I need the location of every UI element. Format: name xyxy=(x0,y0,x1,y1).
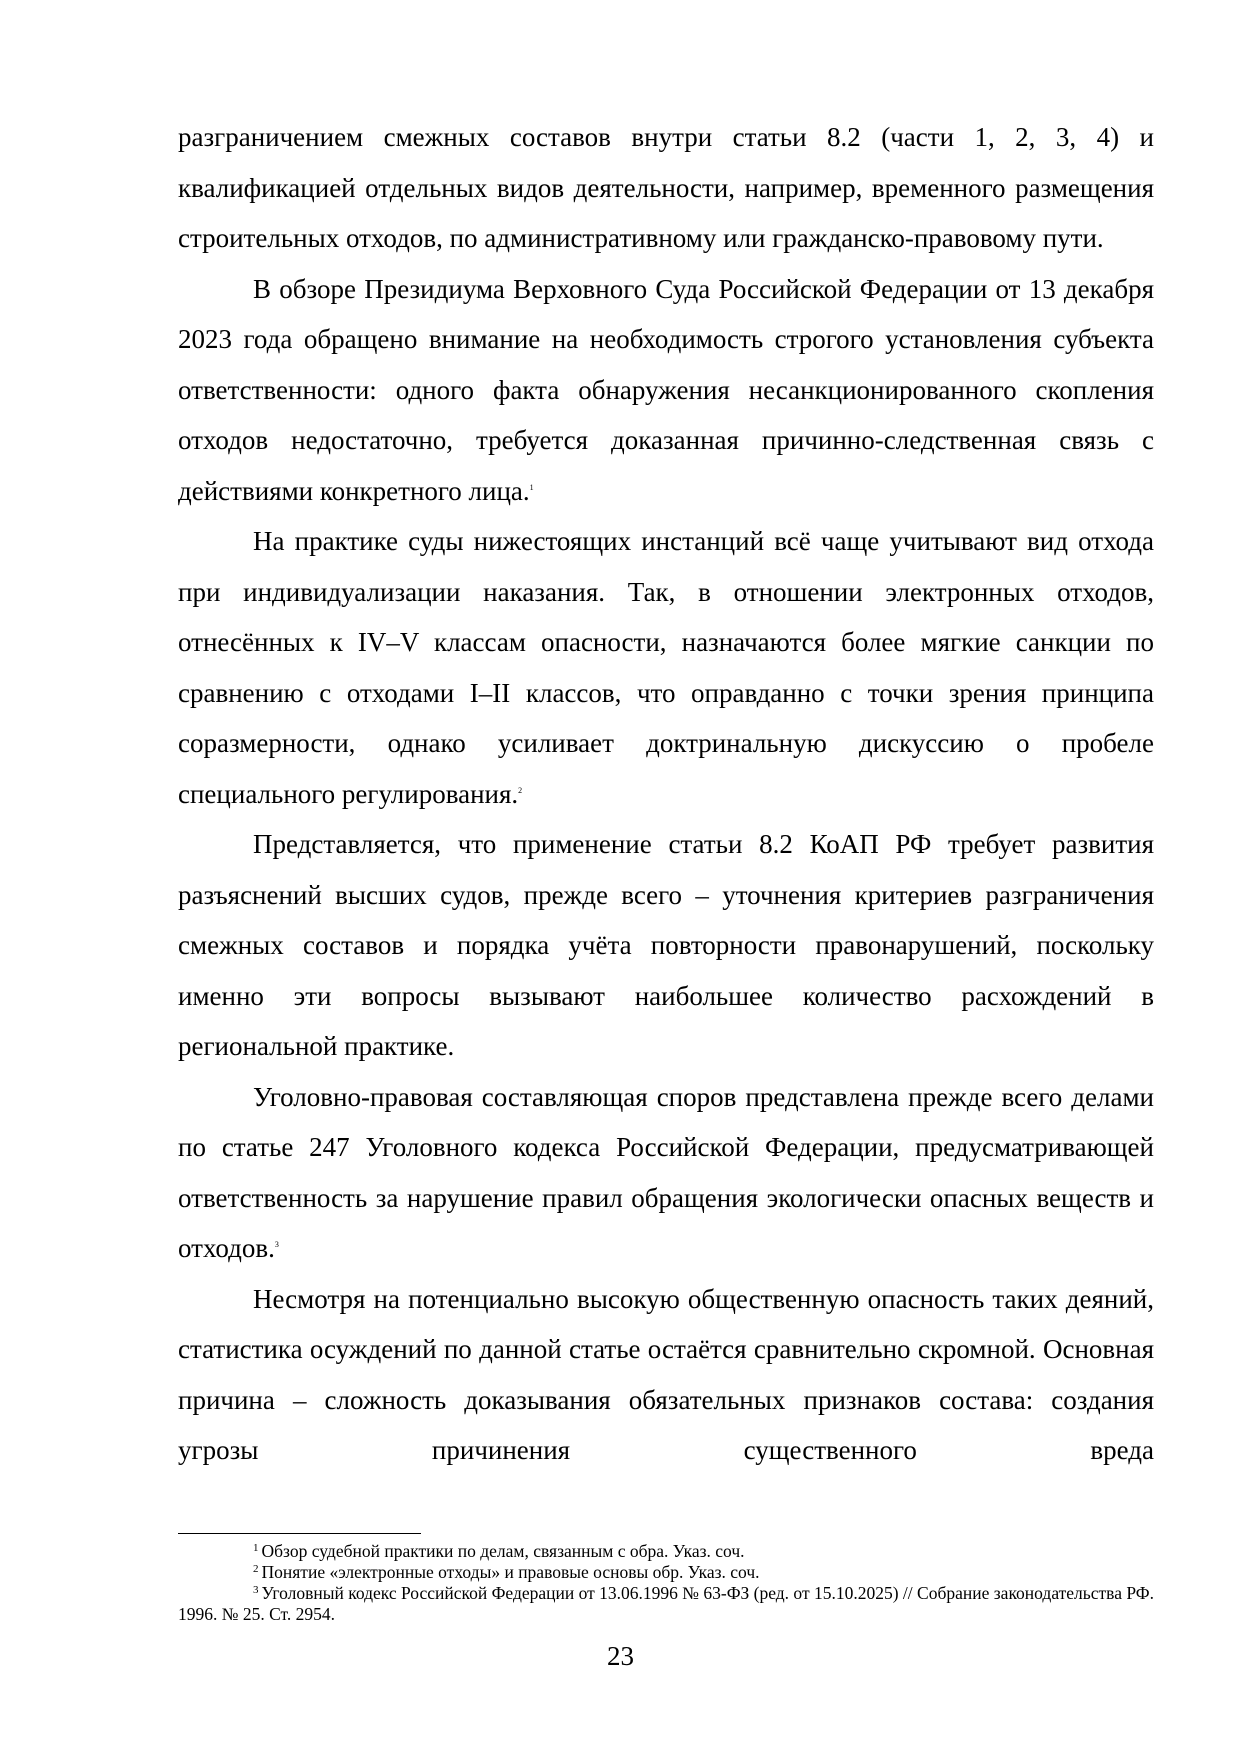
body-text xyxy=(178,112,1154,1476)
footnotes xyxy=(178,1541,1154,1625)
paragraph-4 xyxy=(178,819,1154,1072)
paragraph-2 xyxy=(178,264,1154,517)
footnote-ref-2[interactable]: 2 xyxy=(518,785,523,795)
footnote-ref-1[interactable]: 1 xyxy=(529,482,534,492)
paragraph-3-text: На практике суды нижестоящих инстанций всё чаще учитывают вид отхода при индивидуализации наказания. Так, в отношении электронных отходов, отнесённых к IV–V классам опасности, назначаются более мягкие санкции по сравнению с отходами I–II классов, что оправданно с точки зрения принципа соразмерности, однако усиливает доктринальную дискуссию о пробеле специального регулирования. xyxy=(178,526,1154,809)
footnote-text: Понятие «электронные отходы» и правовые основы обр. Указ. соч. xyxy=(261,1562,760,1582)
paragraph-3 xyxy=(178,516,1154,819)
page-number: 23 xyxy=(607,1641,634,1671)
footnote-2 xyxy=(178,1562,1154,1583)
paragraph-5 xyxy=(178,1072,1154,1274)
paragraph-1 xyxy=(178,112,1154,264)
paragraph-5-text: Уголовно-правовая составляющая споров представлена прежде всего делами по статье 247 Уголовного кодекса Российской Федерации, предусматривающей ответственность за нарушение правил обращения экологически опасных веществ и отходов. xyxy=(178,1081,1154,1263)
footnote-number: 3 xyxy=(253,1584,259,1596)
paragraph-2-text: В обзоре Президиума Верховного Суда Российской Федерации от 13 декабря 2023 года обращено внимание на необходимость строгого установления субъекта ответственности: одного факта обнаружения несанкционированного скопления отходов недостаточно, требуется доказанная причинно-следственная связь с действиями конкретного лица. xyxy=(178,273,1154,506)
paragraph-1-text: разграничением смежных составов внутри статьи 8.2 (части 1, 2, 3, 4) и квалификацией отдельных видов деятельности, например, временного размещения строительных отходов, по административному или гражданско-правовому пути. xyxy=(178,122,1154,253)
footnote-text: Обзор судебной практики по делам, связанным с обра. Указ. соч. xyxy=(261,1541,745,1561)
footnote-separator xyxy=(178,1533,421,1534)
footnote-number: 2 xyxy=(253,1563,259,1575)
paragraph-6 xyxy=(178,1274,1154,1476)
paragraph-4-text: Представляется, что применение статьи 8.2 КоАП РФ требует развития разъяснений высших судов, прежде всего – уточнения критериев разграничения смежных составов и порядка учёта повторности правонарушений, поскольку именно эти вопросы вызывают наибольшее количество расхождений в региональной практике. xyxy=(178,829,1154,1061)
footnote-ref-3[interactable]: 3 xyxy=(274,1240,279,1249)
paragraph-6-text: Несмотря на потенциально высокую общественную опасность таких деяний, статистика осуждений по данной статье остаётся сравнительно скромной. Основная причина – сложность доказывания обязательных признаков состава: создания угрозы причинения существенного вреда xyxy=(178,1283,1154,1465)
footnote-3 xyxy=(178,1583,1154,1625)
footnote-1 xyxy=(178,1541,1154,1562)
footnote-text: Уголовный кодекс Российской Федерации от 13.06.1996 № 63-ФЗ (ред. от 15.10.2025) // Собрание законодательства РФ. 1996. № 25. Ст. 2954. xyxy=(178,1583,1154,1624)
footnote-number: 1 xyxy=(253,1542,259,1554)
